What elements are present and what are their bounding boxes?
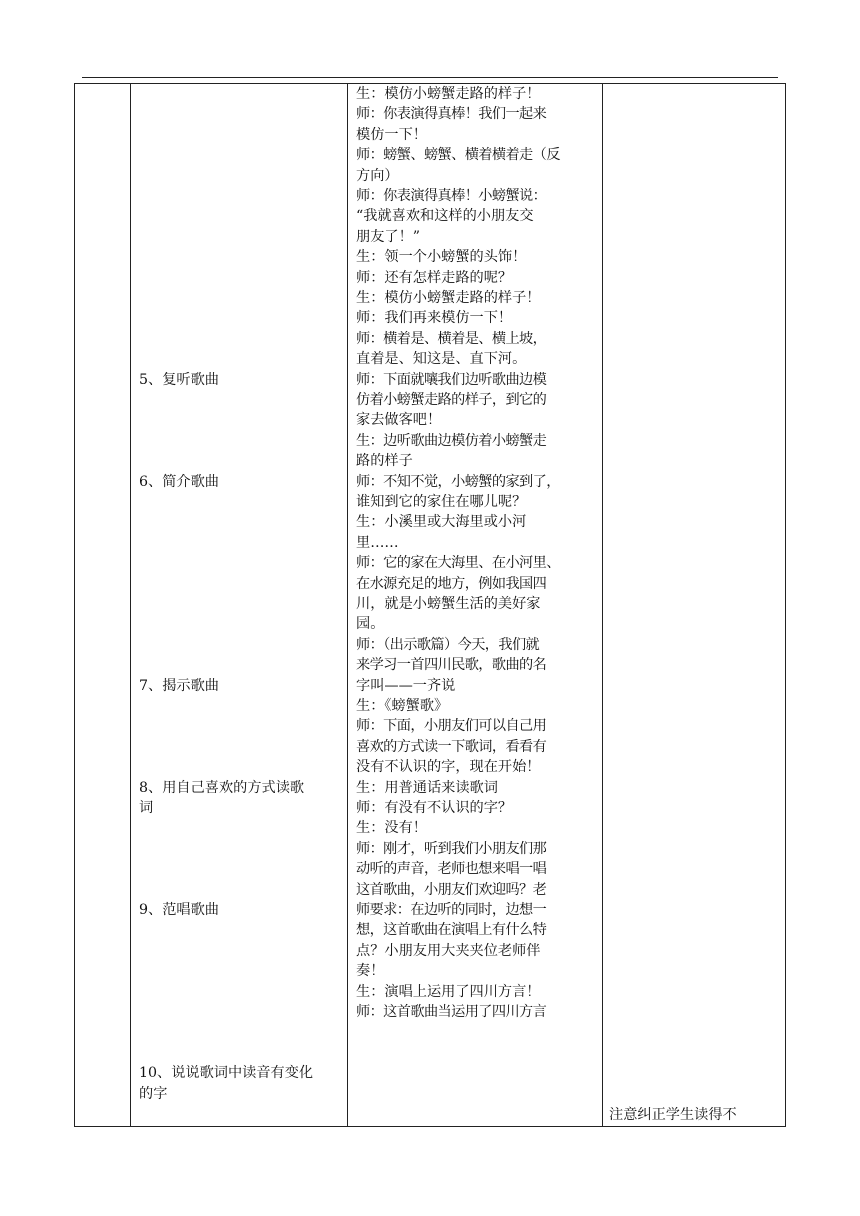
dialogue-line: 生：用普通话来读歌词 — [356, 779, 498, 796]
step-label: 10、说说歌词中读音有变化 — [139, 1065, 314, 1082]
dialogue-line: 川，就是小螃蟹生活的美好家 — [356, 596, 541, 612]
header-rule — [82, 77, 778, 78]
lesson-plan-table — [74, 83, 786, 1127]
dialogue-line: 师：你表演得真棒！小螃蟹说： — [356, 188, 547, 204]
dialogue-line: 生：模仿小螃蟹走路的样子！ — [356, 290, 541, 306]
dialogue-line: 师：它的家在大海里、在小河里、 — [356, 555, 560, 572]
dialogue-line: 想，这首歌曲在演唱上有什么特 — [356, 922, 547, 939]
teaching-note: 注意纠正学生读得不 — [609, 1107, 737, 1123]
dialogue-line: 师：还有怎样走路的呢？ — [356, 269, 513, 286]
dialogue-line: 师：螃蟹、螃蟹、横着横着走（反 — [356, 147, 560, 164]
step-label: 的字 — [139, 1085, 168, 1102]
step-label: 5、复听歌曲 — [139, 371, 219, 388]
step-label: 8、用自己喜欢的方式读歌 — [139, 779, 305, 796]
dialogue-line: 来学习一首四川民歌，歌曲的名 — [356, 657, 547, 674]
dialogue-line: 师：横着是、横着是、横上坡， — [356, 330, 547, 347]
step-label: 词 — [139, 800, 154, 816]
dialogue-line: 生：领一个小螃蟹的头饰！ — [356, 249, 527, 266]
dialogue-line: 生：演唱上运用了四川方言！ — [356, 983, 541, 1000]
dialogue-line: 生：没有！ — [356, 820, 427, 837]
dialogue-column-cell — [348, 84, 603, 1127]
dialogue-line: 师：不知不觉，小螃蟹的家到了， — [356, 473, 560, 490]
dialogue-line: 谁知到它的家住在哪儿呢？ — [356, 494, 527, 510]
dialogue-line: 喜欢的方式读一下歌词，看看有 — [356, 738, 547, 755]
dialogue-line: 师：你表演得真棒！我们一起来 — [356, 106, 547, 123]
dialogue-line: 师：（出示歌篇）今天，我们就 — [356, 636, 540, 653]
dialogue-line: 直着是、知这是、直下河。 — [356, 351, 527, 368]
dialogue-line: 师要求：在边听的同时，边想一 — [356, 902, 547, 918]
dialogue-line: 没有不认识的字，现在开始！ — [356, 759, 541, 776]
dialogue-line: 师：有没有不认识的字？ — [356, 800, 513, 816]
dialogue-line: 生：《螃蟹歌》 — [356, 698, 449, 714]
dialogue-line: 家去做客吧！ — [356, 412, 442, 429]
dialogue-line: 朋友了！” — [356, 228, 421, 245]
dialogue-line: 里…… — [356, 534, 399, 551]
step-label: 9、范唱歌曲 — [139, 902, 219, 918]
dialogue-line: 生：模仿小螃蟹走路的样子！ — [356, 86, 541, 102]
dialogue-line: 生：小溪里或大海里或小河 — [356, 514, 527, 531]
dialogue-line: 在水源充足的地方，例如我国四 — [356, 575, 547, 592]
dialogue-line: 字叫——一齐说 — [356, 677, 456, 694]
dialogue-line: 师：刚才，听到我们小朋友们那 — [356, 840, 547, 857]
dialogue-line: 师：下面，小朋友们可以自己用 — [356, 718, 547, 735]
dialogue-line: 生：边听歌曲边模仿着小螃蟹走 — [356, 432, 547, 449]
dialogue-line: 仿着小螃蟹走路的样子，到它的 — [356, 392, 547, 408]
dialogue-line: 动听的声音，老师也想来唱一唱 — [356, 861, 547, 878]
dialogue-line: 奏！ — [356, 963, 385, 980]
dialogue-line: 路的样子 — [356, 453, 413, 470]
dialogue-line: 师：我们再来模仿一下！ — [356, 310, 513, 327]
dialogue-line: 园。 — [356, 616, 385, 633]
table-row — [75, 84, 786, 1127]
dialogue-line: 方向） — [356, 167, 399, 184]
dialogue-line: 师：这首歌曲当运用了四川方言 — [356, 1004, 547, 1020]
step-label: 6、简介歌曲 — [139, 473, 219, 490]
dialogue-line: 师：下面就嚷我们边听歌曲边模 — [356, 371, 547, 388]
step-label: 7、揭示歌曲 — [139, 677, 219, 694]
steps-column-cell — [131, 84, 348, 1127]
dialogue-line: 这首歌曲，小朋友们欢迎吗？老 — [356, 881, 547, 898]
dialogue-line: “我就喜欢和这样的小朋友交 — [356, 208, 534, 225]
dialogue-line: 点？小朋友用大夹夹位老师伴 — [356, 942, 541, 959]
notes-column-cell — [603, 84, 786, 1127]
blank-column-cell — [75, 84, 131, 1127]
dialogue-line: 模仿一下！ — [356, 126, 427, 143]
